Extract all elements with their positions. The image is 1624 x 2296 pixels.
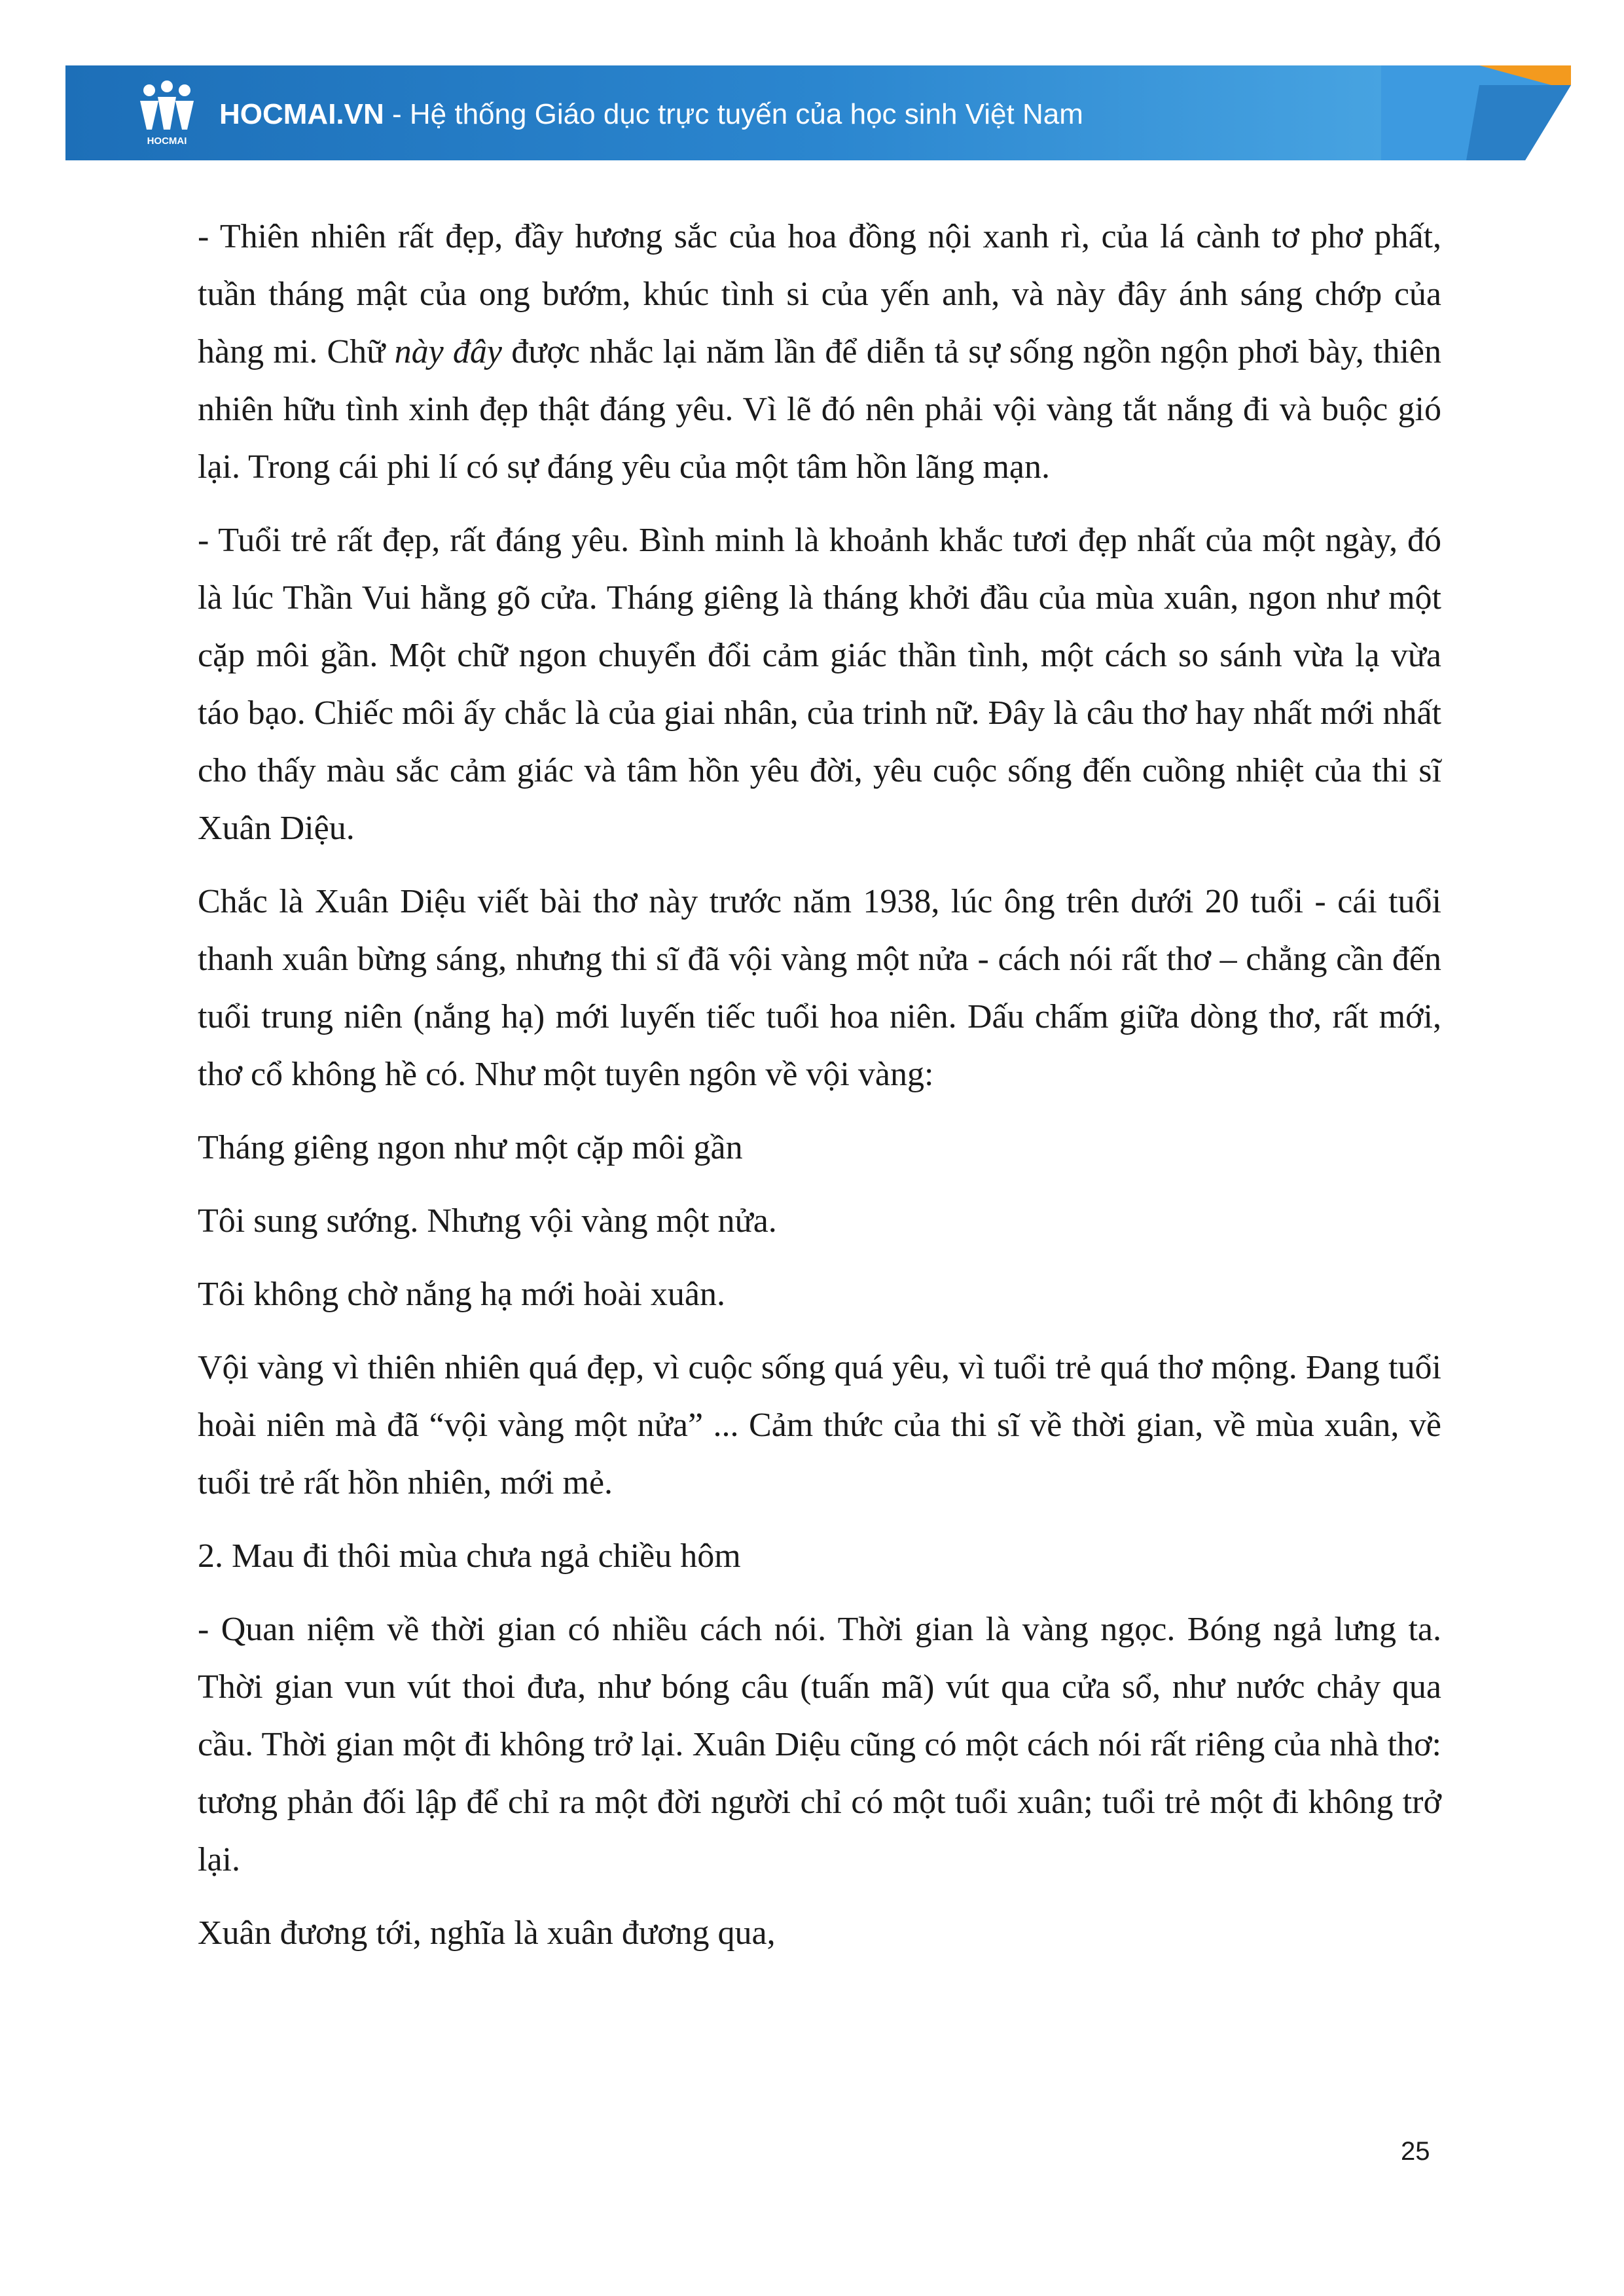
poem-line: Tôi sung sướng. Nhưng vội vàng một nửa. — [198, 1202, 777, 1240]
header-banner-accent — [1381, 65, 1571, 160]
poem-line: Xuân đương tới, nghĩa là xuân đương qua, — [198, 1914, 776, 1952]
hocmai-logo-icon — [131, 77, 203, 149]
header-title — [219, 92, 1083, 137]
emphasis-nay-day: này đây — [394, 333, 502, 370]
page-number: 25 — [1401, 2137, 1430, 2166]
paragraph-youth: - Tuổi trẻ rất đẹp, rất đáng yêu. Bình minh là khoảnh khắc tươi đẹp nhất của một ngày, đó là lúc Thần Vui hằng gõ cửa. Tháng giêng là tháng khởi đầu của mùa xuân, ngon như một cặp môi gần. Một chữ ngon chuyển đổi cảm giác thần tình, một cách so sánh vừa lạ vừa táo bạo. Chiếc môi ấy chắc là của giai nhân, của trinh nữ. Đây là câu thơ hay nhất mới nhất cho thấy màu sắc cảm giác và tâm hồn yêu đời, yêu cuộc sống đến cuồng nhiệt của thi sĩ Xuân Diệu. — [198, 522, 1441, 847]
poem-line: Tôi không chờ nắng hạ mới hoài xuân. — [198, 1276, 725, 1313]
paragraph-haste: Vội vàng vì thiên nhiên quá đẹp, vì cuộc sống quá yêu, vì tuổi trẻ quá thơ mộng. Đang tuổi hoài niên mà đã “vội vàng một nửa” ... Cảm thức của thi sĩ về thời gian, về mùa xuân, về tuổi trẻ rất hồn nhiên, mới mẻ. — [198, 1349, 1441, 1501]
section-heading: 2. Mau đi thôi mùa chưa ngả chiều hôm — [198, 1537, 741, 1575]
logo-caption: HOCMAI — [147, 135, 187, 147]
document-body — [198, 208, 1441, 1978]
paragraph-context: Chắc là Xuân Diệu viết bài thơ này trước năm 1938, lúc ông trên dưới 20 tuổi - cái tuổi thanh xuân bừng sáng, nhưng thi sĩ đã vội vàng một nửa - cách nói rất thơ – chẳng cần đến tuổi trung niên (nắng hạ) mới luyến tiếc tuổi hoa niên. Dấu chấm giữa dòng thơ, rất mới, thơ cổ không hề có. Như một tuyên ngôn về vội vàng: — [198, 883, 1441, 1093]
paragraph-time: - Quan niệm về thời gian có nhiều cách nói. Thời gian là vàng ngọc. Bóng ngả lưng ta. Thời gian vun vút thoi đưa, như bóng câu (tuấn mã) vút qua cửa sổ, như nước chảy qua cầu. Thời gian một đi không trở lại. Xuân Diệu cũng có một cách nói rất riêng của nhà thơ: tương phản đối lập để chỉ ra một đời người chỉ có một tuổi xuân; tuổi trẻ một đi không trở lại. — [198, 1611, 1441, 1878]
brand-tagline: - Hệ thống Giáo dục trực tuyến của học sinh Việt Nam — [384, 98, 1083, 130]
brand-name: HOCMAI.VN — [219, 98, 384, 130]
poem-line: Tháng giêng ngon như một cặp môi gần — [198, 1129, 743, 1166]
paragraph-nature: - Thiên nhiên rất đẹp, đầy hương sắc của hoa đồng nội xanh rì, của lá cành tơ phơ phất, tuần tháng mật của ong bướm, khúc tình si của yến anh, và này đây ánh sáng chớp của hàng mi. Chữ này đây được nhắc lại năm lần để diễn tả sự sống ngồn ngộn phơi bày, thiên nhiên hữu tình xinh đẹp thật đáng yêu. Vì lẽ đó nên phải vội vàng tắt nắng đi và buộc gió lại. Trong cái phi lí có sự đáng yêu của một tâm hồn lãng mạn. — [198, 218, 1441, 486]
